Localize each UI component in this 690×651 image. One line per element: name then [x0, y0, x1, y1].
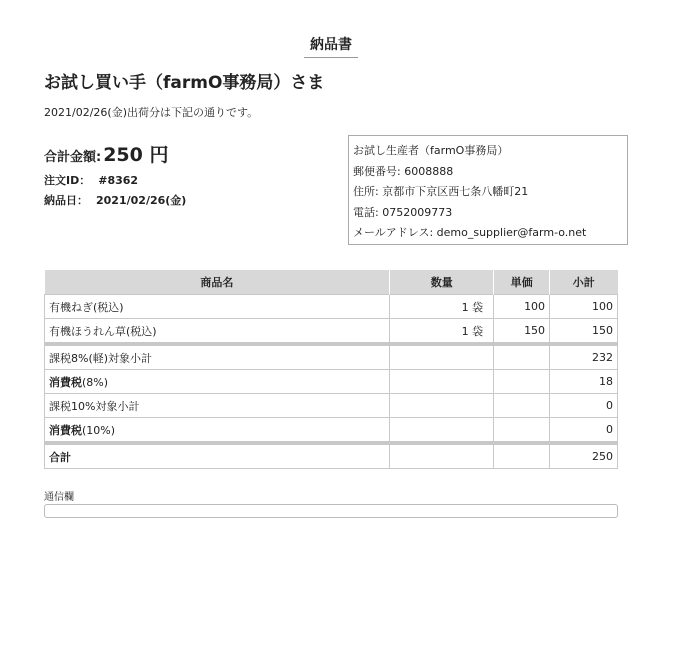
header-product: 商品名 — [45, 270, 390, 295]
tax-label — [45, 418, 390, 444]
delivery-date-value: 2021/02/26(金) — [96, 194, 187, 207]
total-value: 250 — [550, 443, 618, 469]
tax-label-bold: 消費税 — [49, 423, 82, 437]
tax-value: 232 — [550, 344, 618, 370]
tax-label: 課税8%(軽)対象小計 — [45, 344, 390, 370]
tax-label-bold: 消費税 — [49, 375, 82, 389]
item-quantity: 1 袋 — [390, 295, 494, 319]
document-title: 納品書 — [304, 34, 358, 58]
tax-row — [45, 418, 618, 444]
item-name: 有機ねぎ(税込) — [45, 295, 390, 319]
total-amount-value: 250 円 — [103, 144, 169, 166]
delivery-date-label: 納品日： — [44, 194, 88, 207]
tax-label-rate: (10%) — [82, 423, 116, 437]
item-unit-price: 100 — [494, 295, 550, 319]
item-subtotal: 100 — [550, 295, 618, 319]
item-quantity: 1 袋 — [390, 319, 494, 345]
total-amount-label: 合計金額: — [44, 150, 102, 165]
order-id — [44, 172, 138, 188]
table-row — [45, 295, 618, 319]
header-quantity: 数量 — [390, 270, 494, 295]
supplier-address: 住所: 京都市下京区西七条八幡町21 — [353, 185, 529, 198]
order-id-label: 注文ID： — [44, 174, 91, 187]
total-row — [45, 443, 618, 469]
tax-label-rate: (8%) — [82, 375, 109, 389]
tax-label — [45, 370, 390, 394]
delivery-date — [44, 192, 186, 208]
tax-value: 0 — [550, 394, 618, 418]
table-header-row — [45, 270, 618, 295]
tax-value: 0 — [550, 418, 618, 444]
communication-field[interactable] — [44, 504, 618, 518]
supplier-name: お試し生産者（farmO事務局） — [353, 144, 509, 157]
recipient-name: お試し買い手（farmO事務局）さま — [44, 73, 325, 93]
header-unit-price: 単価 — [494, 270, 550, 295]
tax-row — [45, 344, 618, 370]
item-name: 有機ほうれん草(税込) — [45, 319, 390, 345]
items-table — [44, 270, 618, 469]
tax-value: 18 — [550, 370, 618, 394]
communication-label: 通信欄 — [44, 492, 74, 503]
tax-row — [45, 394, 618, 418]
tax-row — [45, 370, 618, 394]
total-label: 合計 — [45, 443, 390, 469]
supplier-postal: 郵便番号: 6008888 — [353, 164, 454, 178]
supplier-phone: 電話: 0752009773 — [353, 205, 453, 219]
order-id-value: #8362 — [98, 174, 139, 187]
total-amount — [44, 140, 168, 167]
supplier-email: メールアドレス: demo_supplier@farm-o.net — [353, 226, 587, 239]
item-subtotal: 150 — [550, 319, 618, 345]
shipment-intro: 2021/02/26(金)出荷分は下記の通りです。 — [44, 106, 259, 119]
item-unit-price: 150 — [494, 319, 550, 345]
supplier-info-box — [348, 135, 628, 245]
tax-label: 課税10%対象小計 — [45, 394, 390, 418]
table-row — [45, 319, 618, 345]
header-subtotal: 小計 — [550, 270, 618, 295]
